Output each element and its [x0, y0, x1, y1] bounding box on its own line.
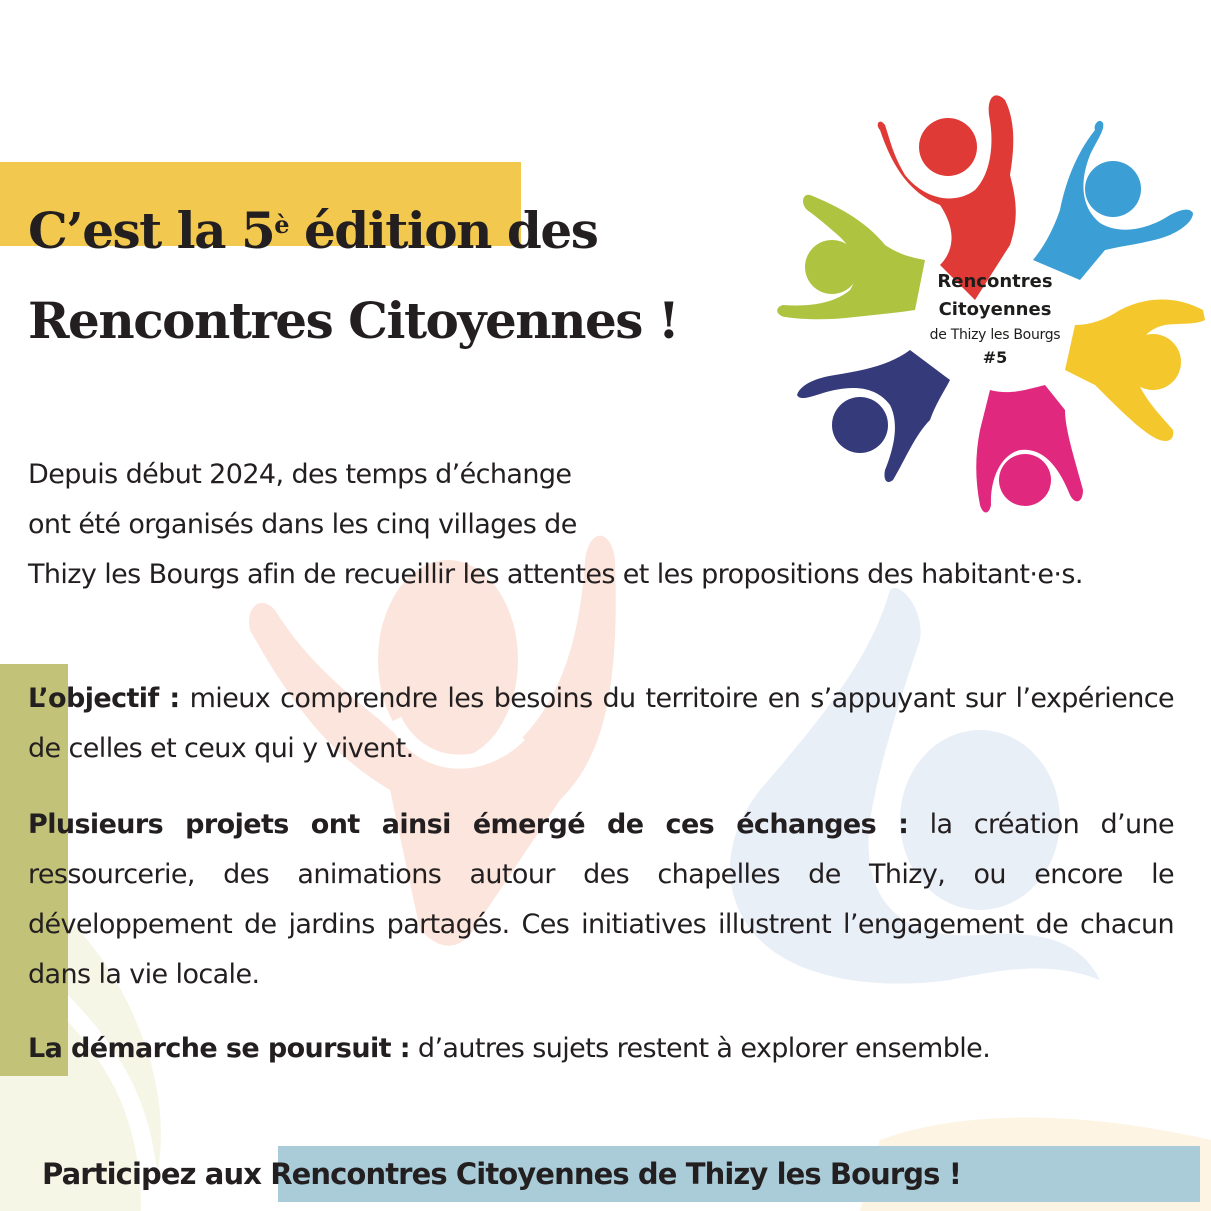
objective-paragraph [28, 674, 1174, 774]
logo-line-1: Rencontres [937, 271, 1053, 292]
continue-label: La démarche se poursuit : [28, 1033, 410, 1064]
continue-text: d’autres sujets restent à explorer ensemble. [409, 1033, 991, 1064]
logo-edition-number: #5 [982, 348, 1008, 367]
call-to-action: Participez aux Rencontres Citoyennes de Thizy les Bourgs ! [42, 1157, 962, 1191]
objective-label: L’objectif : [28, 683, 180, 714]
logo-line-3: de Thizy les Bourgs [929, 327, 1061, 343]
continue-paragraph [28, 1024, 1174, 1074]
title-line-1: C’est la $5^è$ édition des [28, 201, 598, 260]
blue-person-icon [1033, 121, 1193, 280]
title-line-2: Rencontres Citoyennes ! [28, 291, 679, 350]
green-person-icon [777, 195, 925, 320]
logo-line-2: Citoyennes [938, 299, 1052, 320]
intro-paragraph [28, 450, 1174, 600]
logo-label [905, 268, 1085, 370]
yellow-person-icon [1065, 299, 1205, 441]
intro-rest: Thizy les Bourgs afin de recueillir les attentes et les propositions des habitant·e·s. [28, 559, 1083, 590]
projects-paragraph [28, 800, 1174, 1000]
intro-line-1: Depuis début 2024, des temps d’échange [28, 459, 572, 490]
projects-label: Plusieurs projets ont ainsi émergé de ces échanges : [28, 809, 909, 840]
intro-line-2: ont été organisés dans les cinq villages de [28, 509, 577, 540]
projects-text: la création d’une ressourcerie, des animations autour des chapelles de Thizy, ou encore le développement de jardins partagés. Ces initiatives illustrent l’engagement de chacun dans la vie locale. [28, 809, 1174, 990]
page-title [28, 186, 678, 366]
objective-text: mieux comprendre les besoins du territoire en s’appuyant sur l’expérience de celles et ceux qui y vivent. [28, 683, 1174, 764]
